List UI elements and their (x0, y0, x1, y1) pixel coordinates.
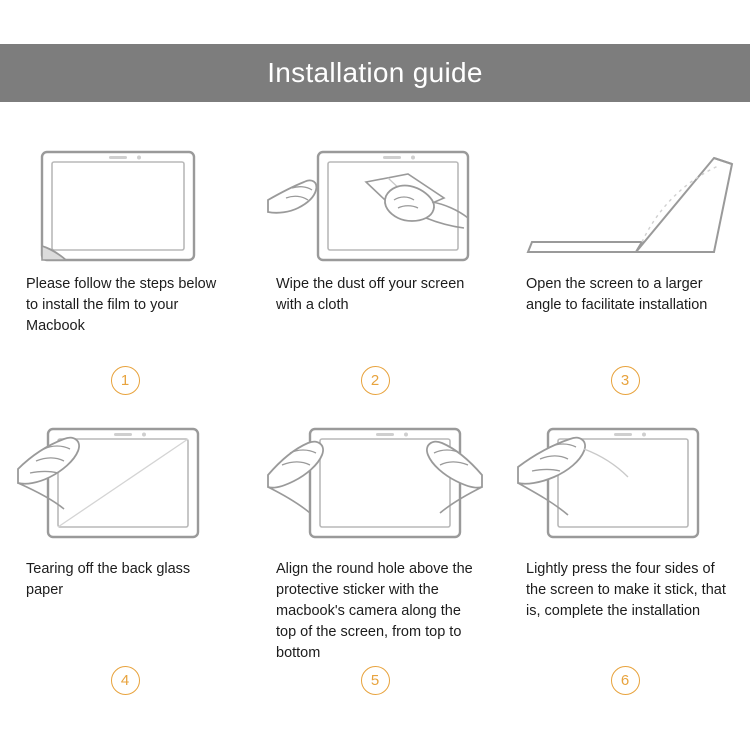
hand-wiping-screen-with-cloth-icon (268, 138, 482, 258)
step-number-badge: 2 (361, 366, 390, 395)
step-1-caption: Please follow the steps below to install the film to your Macbook (26, 276, 217, 334)
step-5-caption: Align the round hole above the protective sticker with the macbook's camera along the top of the screen, from top to bottom (276, 561, 473, 661)
step-2-illustration (268, 138, 482, 258)
step-4-caption: Tearing off the back glass paper (26, 561, 191, 598)
tablet-with-peeling-film-icon (18, 138, 232, 258)
step-card-6 (500, 405, 750, 705)
step-4-illustration (18, 423, 232, 543)
hand-pressing-screen-edges-icon (518, 423, 732, 543)
step-3-illustration (518, 138, 732, 258)
hand-tearing-back-paper-icon (18, 423, 232, 543)
step-card-3 (500, 120, 750, 405)
two-hands-aligning-film-icon (268, 423, 482, 543)
step-2-caption: Wipe the dust off your screen with a cloth (276, 276, 465, 313)
step-6-number-wrap (518, 666, 732, 705)
step-number-badge: 5 (361, 666, 390, 695)
step-6-caption: Lightly press the four sides of the screen to make it stick, that is, complete the installation (526, 561, 726, 619)
step-2-number-wrap (268, 366, 482, 405)
step-3-number-wrap (518, 366, 732, 405)
header-bar (0, 44, 750, 102)
step-5-illustration (268, 423, 482, 543)
step-1-number-wrap (18, 366, 232, 405)
step-3-caption: Open the screen to a larger angle to facilitate installation (526, 276, 708, 313)
step-4-number-wrap (18, 666, 232, 705)
step-number-badge: 4 (111, 666, 140, 695)
open-laptop-angle-icon (518, 138, 732, 258)
step-1-illustration (18, 138, 232, 258)
step-card-2 (250, 120, 500, 405)
step-card-4 (0, 405, 250, 705)
step-6-illustration (518, 423, 732, 543)
step-number-badge: 1 (111, 366, 140, 395)
page-title: Installation guide (267, 57, 483, 88)
step-card-1 (0, 120, 250, 405)
step-number-badge: 6 (611, 666, 640, 695)
step-number-badge: 3 (611, 366, 640, 395)
step-card-5 (250, 405, 500, 705)
step-5-number-wrap (268, 666, 482, 705)
steps-grid (0, 120, 750, 705)
